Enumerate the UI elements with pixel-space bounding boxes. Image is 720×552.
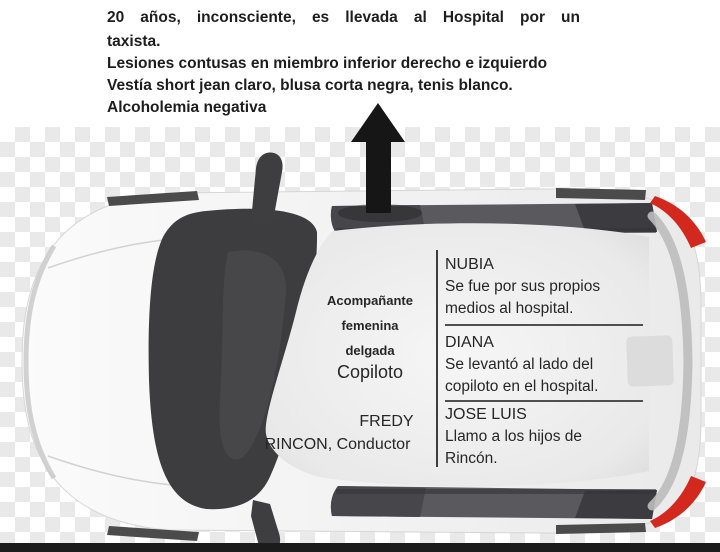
passenger-note: Se levantó al lado del copiloto en el hospital. [445,356,599,395]
copilot-desc-line: femenina [341,318,399,333]
roof-rail-top-right [556,188,646,200]
driver-first-name: FREDY [359,413,414,430]
window-band-bottom-rear-pane [575,490,657,519]
passenger-note: Se fue por sus propios medios al hospital. [445,278,601,317]
case-note-line: Vestía short jean claro, blusa corta negra, tenis blanco. [107,77,513,94]
case-notes-block [107,7,580,119]
passenger-name: JOSE LUIS [445,406,527,423]
copilot-desc-line: delgada [345,343,395,358]
case-note-line: Alcoholemia negativa [107,99,267,116]
row-divider-1 [445,324,643,326]
copilot-label [310,288,430,383]
window-band-top-rear-pane [575,203,657,232]
bottom-black-bar [0,543,720,552]
passenger-note: Llamo a los hijos de Rincón. [445,428,582,467]
passenger-note-nubia [445,253,635,319]
side-mirror-top [251,153,283,226]
case-note-line: Lesiones contusas en miembro inferior derecho e izquierdo [107,55,548,72]
window-band-bottom-edge [336,489,656,494]
passenger-name: DIANA [445,334,494,351]
passenger-note-joseluis [445,403,635,469]
case-note-line: taxista. [107,33,161,50]
row-divider-2 [445,400,643,402]
copilot-desc-line: Acompañante [327,293,413,308]
driver-lastname-role: RINCON, Conductor [264,436,411,453]
case-note-line: 20 años, inconsciente, es llevada al Hospital por un [107,9,580,26]
copilot-role-label: Copiloto [336,362,404,382]
passenger-note-diana [445,331,635,397]
passenger-name: NUBIA [445,256,494,273]
column-divider-vertical [436,250,438,467]
